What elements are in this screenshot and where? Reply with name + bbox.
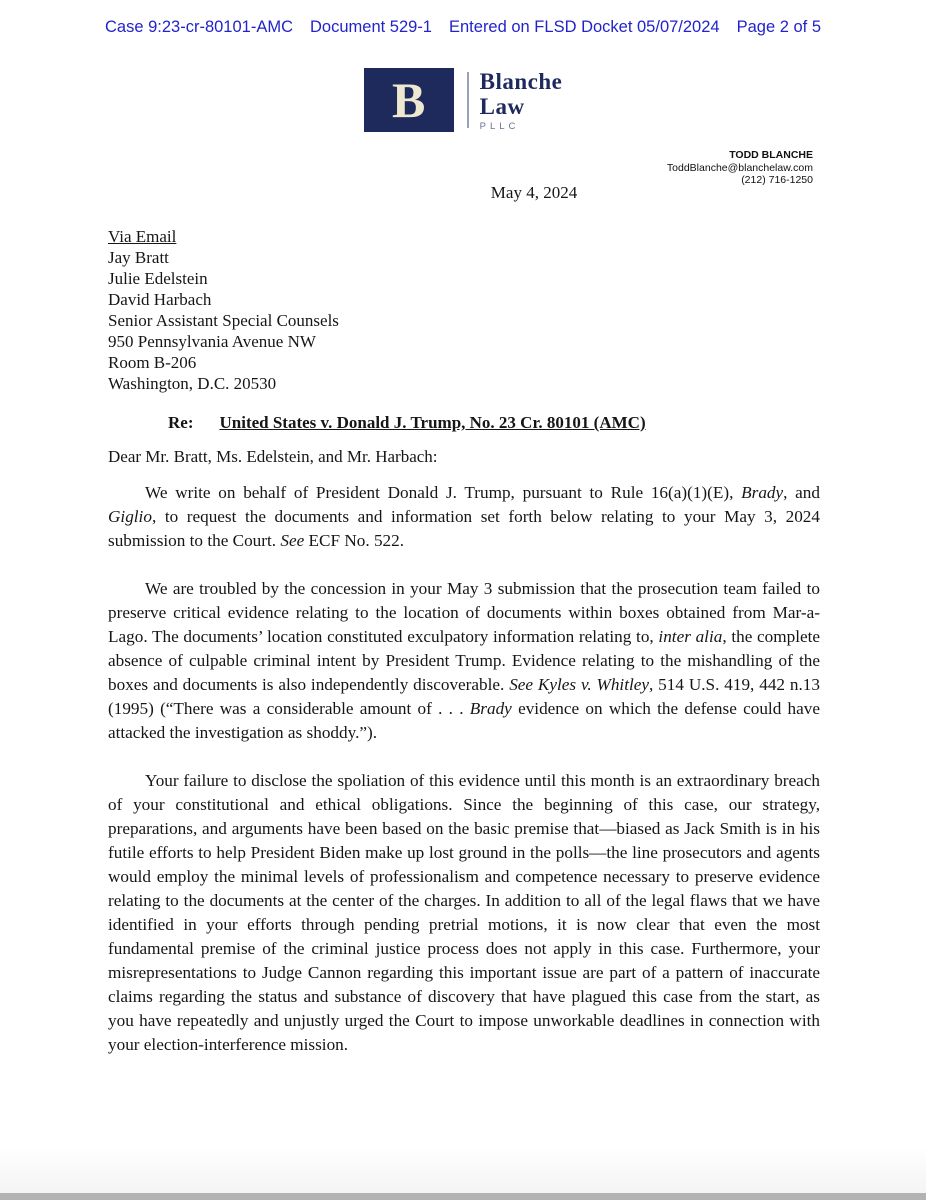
- paragraph-1: We write on behalf of President Donald J. Trump, pursuant to Rule 16(a)(1)(E), Brady, and Giglio, to request the documents and information set forth below relating to your May 3, 2024 submission to the Court. See ECF No. 522.: [108, 483, 820, 550]
- paragraph-3: Your failure to disclose the spoliation of this evidence until this month is an extraordinary breach of your constitutional and ethical obligations. Since the beginning of this case, our strategy, preparations, and arguments have been based on the basic premise that—biased as Jack Smith is in his futile efforts to help President Biden make up lost ground in the polls—the line prosecutors and agents would employ the minimal levels of professionalism and competence necessary to preserve evidence relating to the documents at the center of the charges. In addition to all of the legal flaws that we have identified in your efforts through pending pretrial motions, it is now clear that even the most fundamental premise of the criminal justice process does not apply in this case. Furthermore, your misrepresentations to Judge Cannon regarding this important issue are part of a pattern of inaccurate claims regarding the status and substance of discovery that have plagued this case from the start, as you have repeatedly and unjustly urged the Court to impose unworkable deadlines in connection with your election-interference mission.: [108, 771, 820, 1054]
- delivery-method: Via Email: [108, 227, 177, 246]
- page-bottom-shadow: [0, 1145, 926, 1193]
- logo-firm-name-line2: Law: [479, 94, 525, 119]
- docket-case-number: Case 9:23-cr-80101-AMC: [105, 18, 293, 36]
- docket-page-indicator: Page 2 of 5: [736, 18, 821, 36]
- attorney-contact-block: [667, 149, 813, 187]
- recipient-line: Julie Edelstein: [108, 269, 208, 288]
- recipient-block: [108, 226, 339, 394]
- re-label: Re:: [168, 413, 194, 432]
- recipient-line: David Harbach: [108, 290, 212, 309]
- page-bottom-edge: [0, 1193, 926, 1200]
- recipient-line: 950 Pennsylvania Avenue NW: [108, 332, 316, 351]
- letter-body: [108, 481, 820, 1081]
- recipient-line: Room B-206: [108, 353, 197, 372]
- re-line: [168, 413, 646, 433]
- recipient-line: Senior Assistant Special Counsels: [108, 311, 339, 330]
- attorney-email: ToddBlanche@blanchelaw.com: [666, 161, 813, 174]
- docket-entered-date: Entered on FLSD Docket 05/07/2024: [449, 18, 720, 36]
- attorney-name: TODD BLANCHE: [729, 149, 813, 161]
- logo-monogram: [364, 68, 454, 132]
- logo-monogram-letter: B: [391, 72, 426, 128]
- logo-wordmark: [480, 68, 563, 132]
- salutation: Dear Mr. Bratt, Ms. Edelstein, and Mr. Harbach:: [108, 447, 438, 466]
- logo-entity-suffix: PLLC: [479, 121, 520, 132]
- docket-document-number: Document 529-1: [310, 18, 432, 36]
- recipient-line: Jay Bratt: [108, 248, 169, 267]
- law-firm-logo: [0, 68, 926, 132]
- paragraph-2: We are troubled by the concession in your May 3 submission that the prosecution team failed to preserve critical evidence relating to the location of documents within boxes obtained from Mar-a-Lago. The documents’ location constituted exculpatory information relating to, inter alia, the complete absence of culpable criminal intent by President Trump. Evidence relating to the mishandling of the boxes and documents is also independently discoverable. See Kyles v. Whitley, 514 U.S. 419, 442 n.13 (1995) (“There was a considerable amount of . . . Brady evidence on which the defense could have attacked the investigation as shoddy.”).: [108, 579, 821, 742]
- letter-date: May 4, 2024: [490, 183, 578, 202]
- logo-firm-name-line1: Blanche: [479, 69, 563, 94]
- docket-header: [0, 18, 926, 37]
- attorney-phone: (212) 716-1250: [741, 174, 813, 186]
- recipient-line: Washington, D.C. 20530: [108, 374, 277, 393]
- logo-divider: [467, 72, 469, 128]
- re-case-title: United States v. Donald J. Trump, No. 23 Cr. 80101 (AMC): [219, 413, 646, 432]
